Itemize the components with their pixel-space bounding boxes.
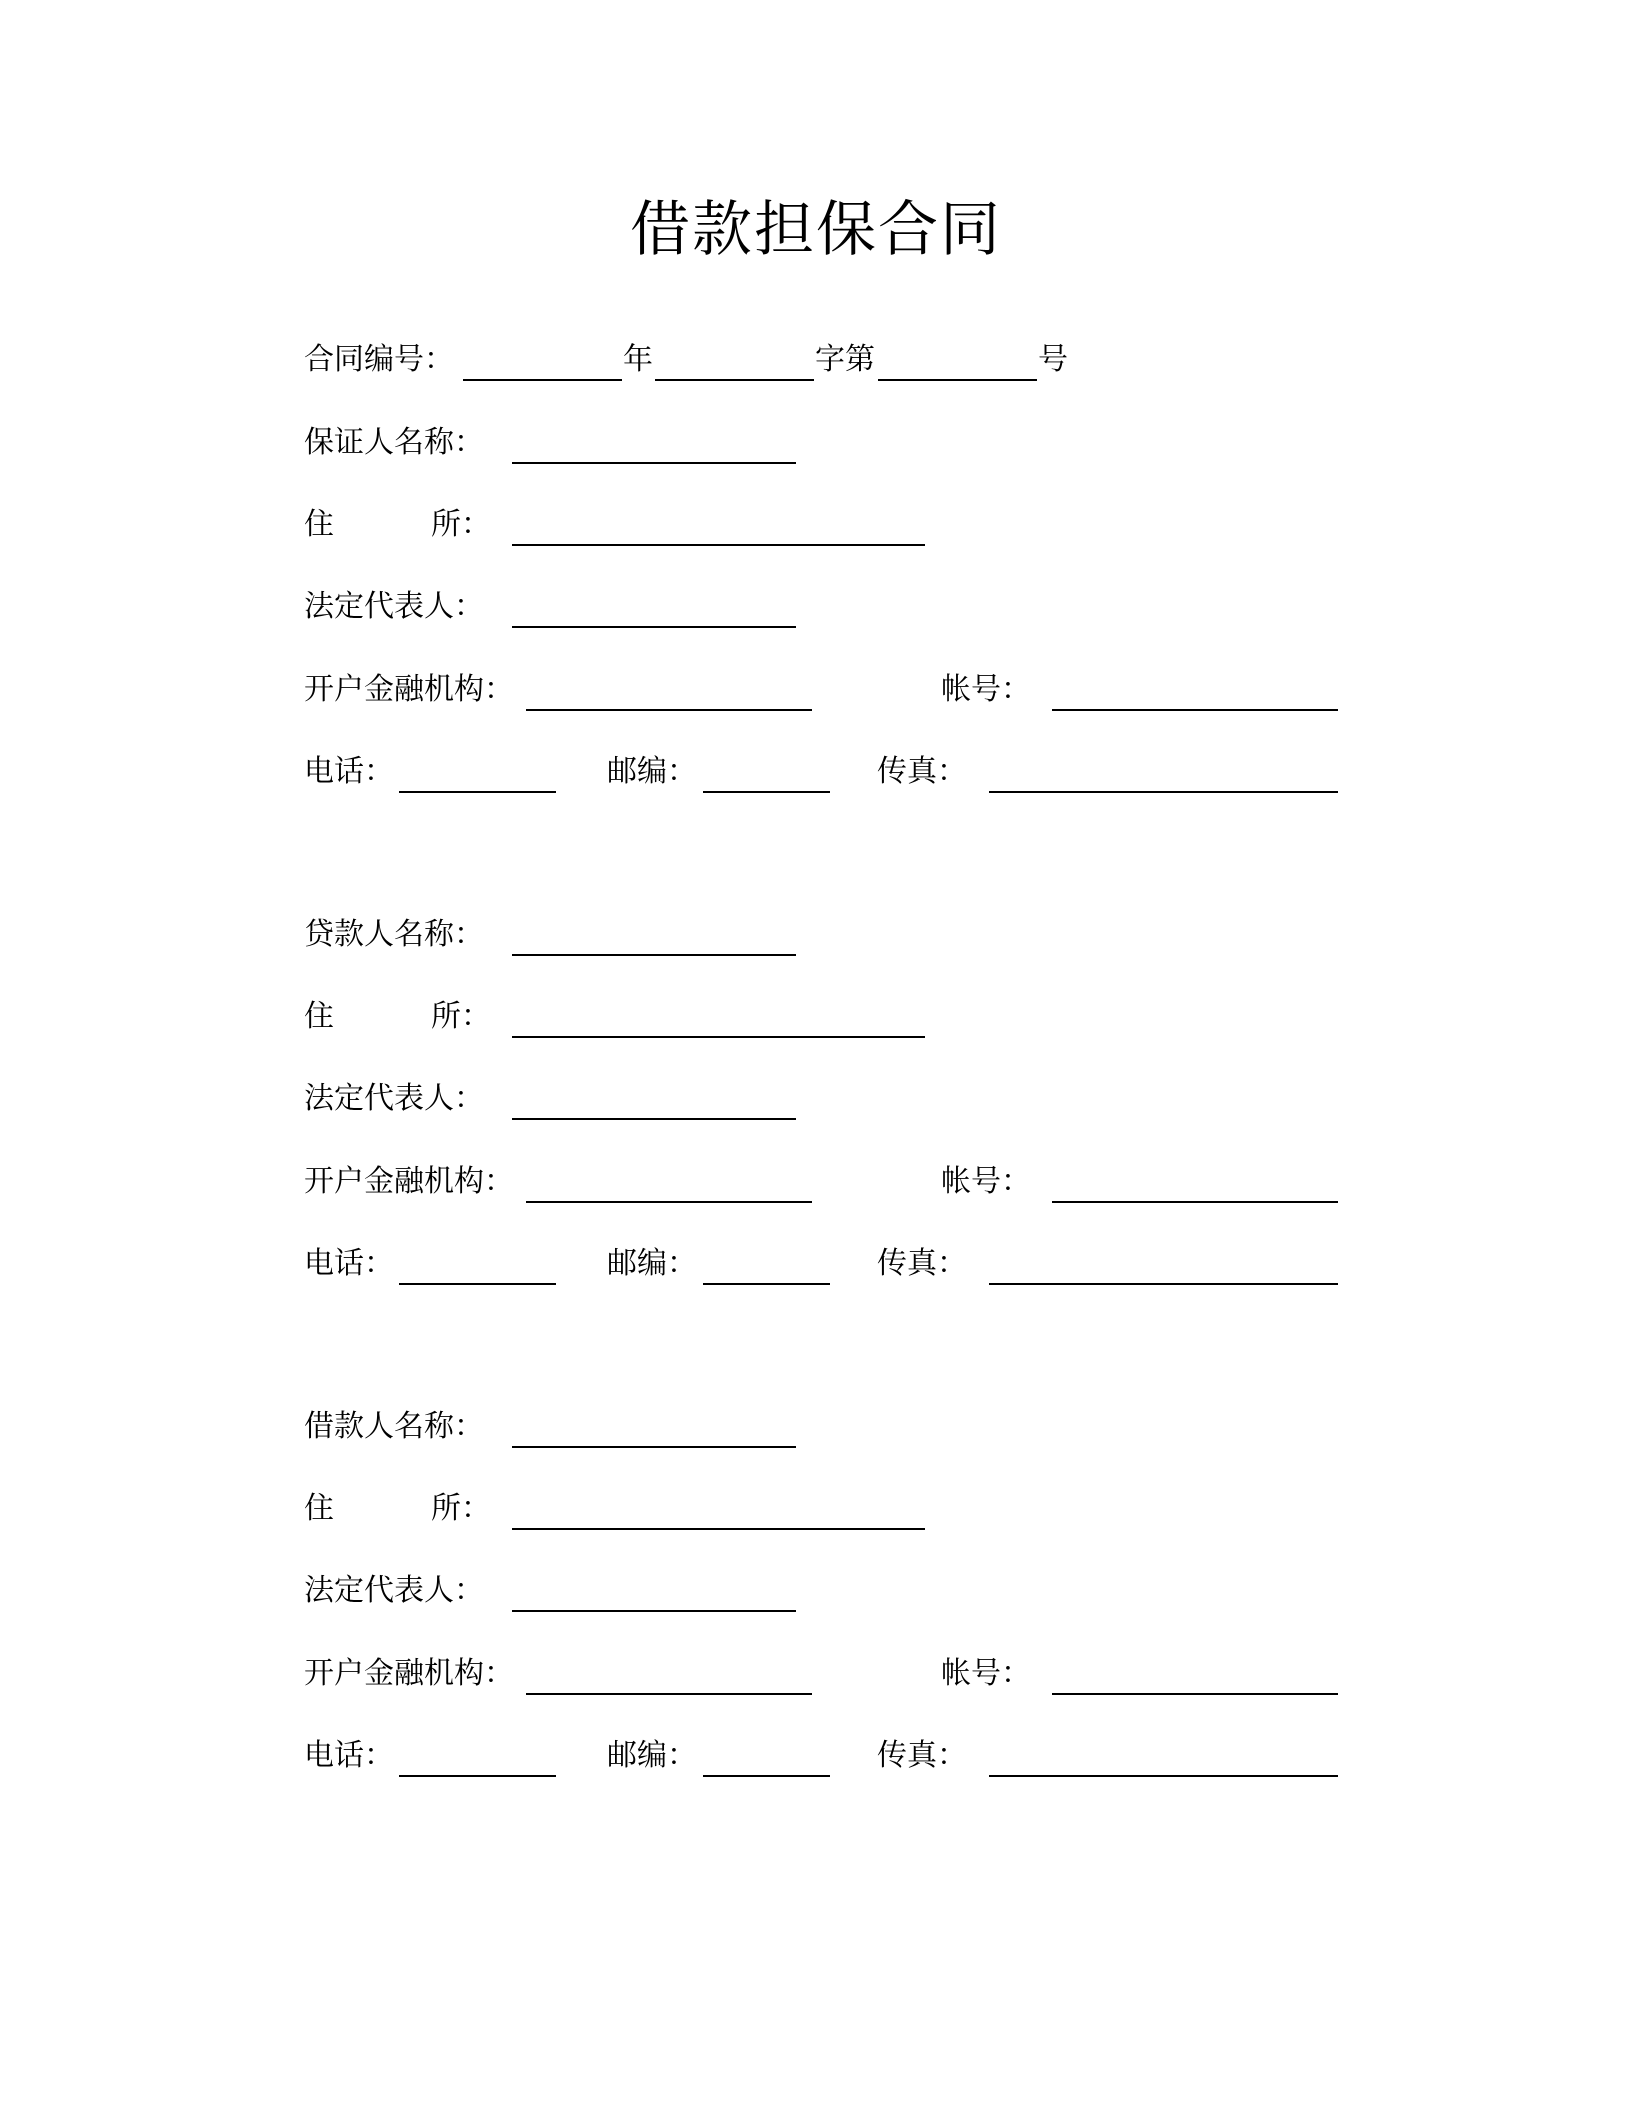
lender-postcode-field[interactable] xyxy=(703,1283,830,1285)
lender-bank-row xyxy=(0,1160,1632,1210)
guarantor-name-label: 保证人名称： xyxy=(304,425,484,460)
guarantor-contact-row xyxy=(0,750,1632,800)
borrower-fax-label: 传真： xyxy=(877,1738,967,1773)
lender-address-row xyxy=(0,995,1632,1045)
guarantor-rep-label: 法定代表人： xyxy=(304,589,484,624)
guarantor-fax-label: 传真： xyxy=(877,754,967,789)
contract-no-field[interactable] xyxy=(878,379,1037,381)
guarantor-postcode-field[interactable] xyxy=(703,791,830,793)
guarantor-name-field[interactable] xyxy=(512,462,796,464)
guarantor-address-label-2: 所： xyxy=(431,507,491,542)
lender-phone-label: 电话： xyxy=(304,1246,394,1281)
borrower-fax-field[interactable] xyxy=(989,1775,1338,1777)
borrower-address-row xyxy=(0,1487,1632,1537)
guarantor-phone-field[interactable] xyxy=(399,791,556,793)
guarantor-bank-field[interactable] xyxy=(526,709,812,711)
borrower-phone-label: 电话： xyxy=(304,1738,394,1773)
guarantor-fax-field[interactable] xyxy=(989,791,1338,793)
contract-zi-field[interactable] xyxy=(655,379,814,381)
guarantor-account-label: 帐号： xyxy=(941,672,1031,707)
lender-phone-field[interactable] xyxy=(399,1283,556,1285)
lender-fax-field[interactable] xyxy=(989,1283,1338,1285)
borrower-bank-label: 开户金融机构： xyxy=(304,1656,514,1691)
contract-year-field[interactable] xyxy=(463,379,622,381)
borrower-phone-field[interactable] xyxy=(399,1775,556,1777)
lender-address-label-1: 住 xyxy=(304,999,334,1034)
guarantor-address-field[interactable] xyxy=(512,544,925,546)
lender-address-label-2: 所： xyxy=(431,999,491,1034)
lender-rep-label: 法定代表人： xyxy=(304,1081,484,1116)
lender-account-label: 帐号： xyxy=(941,1164,1031,1199)
lender-name-field[interactable] xyxy=(512,954,796,956)
lender-name-row xyxy=(0,913,1632,963)
guarantor-account-field[interactable] xyxy=(1052,709,1338,711)
contract-hao-text: 号 xyxy=(1038,342,1068,377)
lender-bank-field[interactable] xyxy=(526,1201,812,1203)
borrower-rep-field[interactable] xyxy=(512,1610,796,1612)
guarantor-rep-field[interactable] xyxy=(512,626,796,628)
contract-number-label: 合同编号： xyxy=(304,342,454,377)
lender-fax-label: 传真： xyxy=(877,1246,967,1281)
lender-name-label: 贷款人名称： xyxy=(304,917,484,952)
borrower-address-field[interactable] xyxy=(512,1528,925,1530)
borrower-account-label: 帐号： xyxy=(941,1656,1031,1691)
lender-account-field[interactable] xyxy=(1052,1201,1338,1203)
borrower-address-label-2: 所： xyxy=(431,1491,491,1526)
guarantor-address-row xyxy=(0,503,1632,553)
borrower-postcode-label: 邮编： xyxy=(607,1738,697,1773)
borrower-contact-row xyxy=(0,1734,1632,1784)
guarantor-phone-label: 电话： xyxy=(304,754,394,789)
borrower-bank-field[interactable] xyxy=(526,1693,812,1695)
borrower-account-field[interactable] xyxy=(1052,1693,1338,1695)
lender-address-field[interactable] xyxy=(512,1036,925,1038)
guarantor-address-label-1: 住 xyxy=(304,507,334,542)
borrower-name-field[interactable] xyxy=(512,1446,796,1448)
guarantor-bank-row xyxy=(0,668,1632,718)
lender-postcode-label: 邮编： xyxy=(607,1246,697,1281)
lender-rep-field[interactable] xyxy=(512,1118,796,1120)
borrower-bank-row xyxy=(0,1652,1632,1702)
lender-contact-row xyxy=(0,1242,1632,1292)
guarantor-bank-label: 开户金融机构： xyxy=(304,672,514,707)
lender-bank-label: 开户金融机构： xyxy=(304,1164,514,1199)
guarantor-rep-row xyxy=(0,585,1632,635)
contract-year-text: 年 xyxy=(623,342,653,377)
lender-rep-row xyxy=(0,1077,1632,1127)
borrower-name-label: 借款人名称： xyxy=(304,1409,484,1444)
borrower-postcode-field[interactable] xyxy=(703,1775,830,1777)
contract-number-row xyxy=(0,338,1632,388)
borrower-address-label-1: 住 xyxy=(304,1491,334,1526)
guarantor-postcode-label: 邮编： xyxy=(607,754,697,789)
contract-zidi-text: 字第 xyxy=(815,342,875,377)
borrower-name-row xyxy=(0,1405,1632,1455)
page-title: 借款担保合同 xyxy=(630,195,1002,265)
borrower-rep-label: 法定代表人： xyxy=(304,1573,484,1608)
guarantor-name-row xyxy=(0,421,1632,471)
borrower-rep-row xyxy=(0,1569,1632,1619)
